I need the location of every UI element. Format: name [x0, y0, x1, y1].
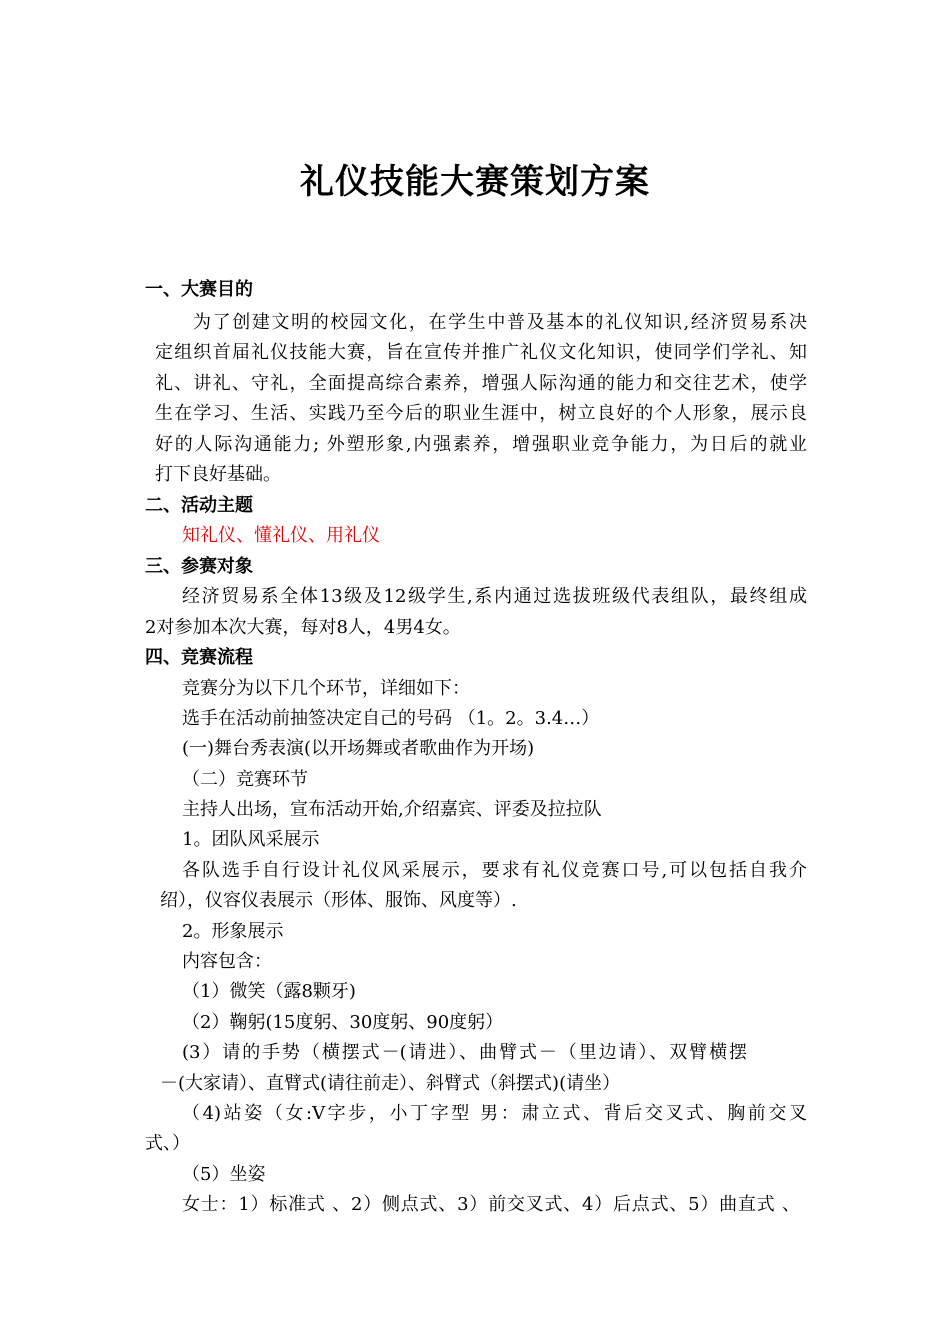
paragraph-line: 2对参加本次大赛，每对8人，4男4女。	[145, 617, 461, 638]
section-heading-participants: 三、参赛对象	[145, 556, 253, 577]
paragraph-line: 为了创建文明的校园文化，在学生中普及基本的礼仪知识,经济贸易系决	[193, 312, 807, 333]
paragraph-line: 女士：1）标准式 、2）侧点式、3）前交叉式、4）后点式、5）曲直式 、	[182, 1194, 800, 1215]
paragraph-line: －(大家请）、直臂式(请往前走）、斜臂式（斜摆式)(请坐）	[160, 1073, 621, 1094]
paragraph-line: 各队选手自行设计礼仪风采展示，要求有礼仪竞赛口号,可以包括自我介	[182, 860, 807, 881]
paragraph-line: (3）请的手势（横摆式－(请进）、曲臂式－（里边请）、双臂横摆	[182, 1042, 747, 1063]
paragraph-line: 选手在活动前抽签决定自己的号码 （1。2。3.4…）	[182, 708, 600, 729]
paragraph-line: 2。形象展示	[182, 921, 284, 942]
paragraph-line: 打下良好基础。	[155, 464, 281, 485]
paragraph-line: 1。团队风采展示	[182, 829, 320, 850]
paragraph-line: （二）竞赛环节	[182, 769, 308, 790]
paragraph-line: 内容包含：	[182, 951, 272, 972]
paragraph-line: 礼、讲礼、守礼，全面提高综合素养，增强人际沟通的能力和交往艺术，使学	[155, 373, 807, 394]
section-heading-theme: 二、活动主题	[145, 495, 253, 516]
paragraph-line: 竞赛分为以下几个环节，详细如下：	[182, 678, 470, 699]
paragraph-line: 好的人际沟通能力; 外塑形象,内强素养，增强职业竞争能力，为日后的就业	[155, 434, 807, 455]
paragraph-line: (一)舞台秀表演(以开场舞或者歌曲作为开场)	[182, 738, 535, 759]
theme-text: 知礼仪、懂礼仪、用礼仪	[182, 525, 380, 546]
paragraph-line: 定组织首届礼仪技能大赛，旨在宣传并推广礼仪文化知识，使同学们学礼、知	[155, 342, 807, 363]
paragraph-line: 生在学习、生活、实践乃至今后的职业生涯中，树立良好的个人形象，展示良	[155, 403, 807, 424]
section-heading-purpose: 一、大赛目的	[145, 279, 253, 300]
paragraph-line: （2）鞠躬(15度躬、30度躬、90度躬）	[182, 1012, 504, 1033]
paragraph-line: 绍），仪容仪表展示（形体、服饰、风度等）.	[160, 890, 517, 911]
paragraph-line: 经济贸易系全体13级及12级学生,系内通过选拔班级代表组队，最终组成	[182, 586, 807, 607]
paragraph-line: （1）微笑（露8颗牙)	[182, 981, 356, 1002]
paragraph-line: 主持人出场，宣布活动开始,介绍嘉宾、评委及拉拉队	[182, 799, 602, 820]
page-title: 礼仪技能大赛策划方案	[300, 162, 650, 202]
paragraph-line: （5）坐姿	[182, 1164, 266, 1185]
paragraph-line: 式、）	[145, 1133, 190, 1154]
paragraph-line: （4)站姿（女:V字步，小丁字型 男：肃立式、背后交叉式、胸前交叉	[182, 1103, 807, 1124]
section-heading-process: 四、竞赛流程	[145, 647, 253, 668]
